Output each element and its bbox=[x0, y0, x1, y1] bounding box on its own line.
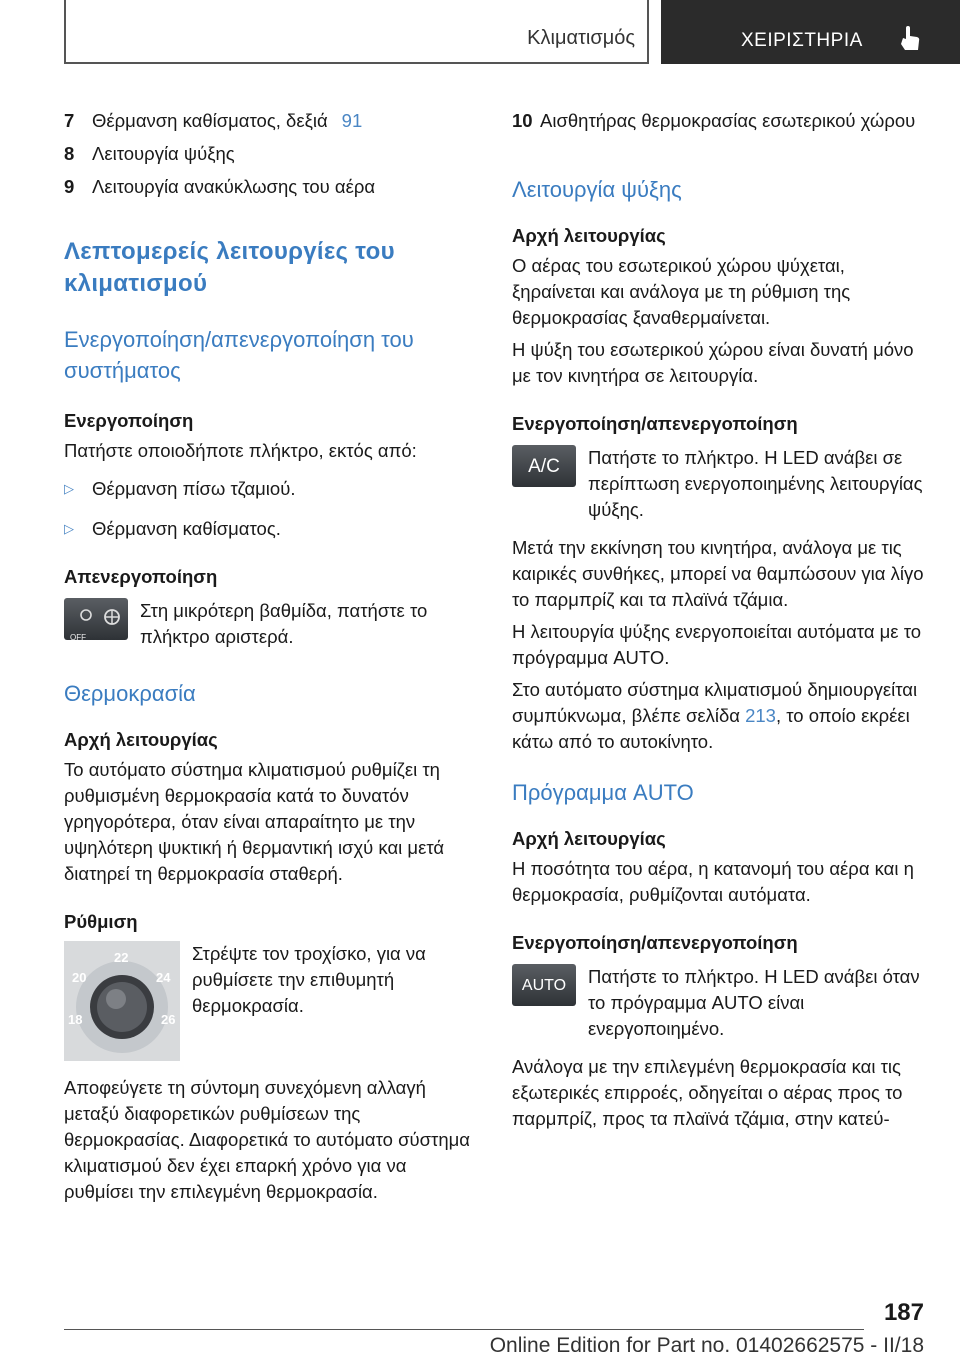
cooling-p1: Ο αέρας του εσωτερικού χώρου ψύχεται, ξηραίνεται και ανάλογα με τη ρύθμιση της θερμοκρασίας ξαναθερμαίνεται. bbox=[512, 255, 851, 328]
setting-row bbox=[64, 941, 480, 1061]
temp-principle-heading: Αρχή λειτουργίας bbox=[64, 729, 218, 750]
page-reference-link[interactable]: 91 bbox=[341, 110, 363, 131]
left-column bbox=[64, 108, 480, 1205]
page-reference-link[interactable]: 213 bbox=[745, 705, 776, 726]
cooling-heading: Λειτουργία ψύξης bbox=[512, 177, 682, 202]
header-chapter-tab bbox=[661, 0, 960, 64]
auto-p1: Η ποσότητα του αέρα, η κατανομή του αέρα και η θερμοκρασία, ρυθμίζονται αυτόματα. bbox=[512, 858, 914, 905]
ac-text: Πατήστε το πλήκτρο. Η LED ανάβει σε περίπτωση ενεργοποιημένης λειτουργίας ψύξης. bbox=[588, 447, 923, 520]
section-title: Κλιματισμός bbox=[527, 27, 635, 49]
legend-item-10: 10 Αισθητήρας θερμοκρασίας εσωτερικού χώρου bbox=[512, 110, 916, 131]
temperature-heading: Θερμοκρασία bbox=[64, 681, 196, 706]
legend-item-7: 7 Θέρμανση καθίσματος, δεξιά 91 bbox=[64, 110, 363, 131]
detailed-functions-heading: Λεπτομερείς λειτουργίες του κλιματισμού bbox=[64, 238, 395, 297]
chapter-title: ΧΕΙΡΙΣΤΗΡΙΑ bbox=[741, 30, 863, 51]
auto-button-image: AUTO bbox=[512, 964, 576, 1006]
temp-principle-text: Το αυτόματο σύστημα κλιματισμού ρυθμίζει τη ρυθμισμένη θερμοκρασία κατά το δυνατόν γρηγορότερα, όταν είναι απαραίτητο με την υψηλότερη ψυκτική ή θερμαντική ισχύ και μετά διατηρεί τη θερμοκρασία σταθερή. bbox=[64, 759, 445, 884]
page-number: 187 bbox=[883, 1299, 924, 1326]
legend-item-9: 9 Λειτουργία ανακύκλωσης του αέρα bbox=[64, 176, 376, 197]
auto-onoff-heading: Ενεργοποίηση/απενεργοποίηση bbox=[512, 932, 798, 953]
hand-pointer-icon bbox=[895, 24, 925, 54]
footer-edition: Online Edition for Part no. 01402662575 - II/18 bbox=[489, 1334, 924, 1357]
setting-heading: Ρύθμιση bbox=[64, 911, 138, 932]
system-onoff-heading: Ενεργοποίηση/απενεργοποίηση του συστήματος bbox=[64, 327, 414, 383]
ac-button-row bbox=[512, 445, 930, 523]
cooling-principle-heading: Αρχή λειτουργίας bbox=[512, 225, 666, 246]
deactivation-text: Στη μικρότερη βαθμίδα, πατήστε το πλήκτρο αριστερά. bbox=[140, 600, 428, 647]
cooling-p2: Η ψύξη του εσωτερικού χώρου είναι δυνατή μόνο με τον κινητήρα σε λειτουργία. bbox=[512, 339, 914, 386]
setting-text: Στρέψτε τον τροχίσκο, για να ρυθμίσετε την επιθυμητή θερμοκρασία. bbox=[192, 943, 426, 1016]
auto-program-heading: Πρόγραμμα AUTO bbox=[512, 780, 694, 805]
cooling-onoff-heading: Ενεργοποίηση/απενεργοποίηση bbox=[512, 413, 798, 434]
off-label: OFF bbox=[70, 633, 86, 642]
activation-heading: Ενεργοποίηση bbox=[64, 410, 194, 431]
auto-principle-heading: Αρχή λειτουργίας bbox=[512, 828, 666, 849]
auto-button-row bbox=[512, 964, 930, 1042]
auto-p2: Ανάλογα με την επιλεγμένη θερμοκρασία και τις εξωτερικές επιρροές, οδηγείται ο αέρας προς το παρμπρίζ, προς τα πλαϊνά τζάμια, στην κατεύ- bbox=[512, 1056, 903, 1129]
temperature-dial-image: 18 20 22 24 26 bbox=[64, 941, 180, 1061]
cooling-p3: Μετά την εκκίνηση του κινητήρα, ανάλογα με τις καιρικές συνθήκες, μπορεί να θαμπώσουν για λίγο το παρμπρίζ και τα πλαϊνά τζάμια. bbox=[512, 537, 924, 610]
legend-item-8: 8 Λειτουργία ψύξης bbox=[64, 143, 235, 164]
activation-text: Πατήστε οποιοδήποτε πλήκτρο, εκτός από: bbox=[64, 440, 417, 461]
triangle-bullet-icon: ▷ bbox=[64, 481, 74, 496]
ac-button-image: A/C bbox=[512, 445, 576, 487]
header-section-tab bbox=[64, 0, 649, 64]
triangle-bullet-icon: ▷ bbox=[64, 521, 74, 536]
auto-text: Πατήστε το πλήκτρο. Η LED ανάβει όταν το πρόγραμμα AUTO είναι ενεργοποιημένο. bbox=[588, 966, 920, 1039]
deactivation-row bbox=[64, 598, 480, 650]
avoid-text: Αποφεύγετε τη σύντομη συνεχόμενη αλλαγή μεταξύ διαφορετικών ρυθμίσεων της θερμοκρασίας. Διαφορετικά το αυτόματο σύστημα κλιματισμού δεν έχει επαρκή χρόνο για να ρυθμίσει την επιλεγμένη θερμοκρασία. bbox=[64, 1077, 470, 1202]
bullet-item: ▷ Θέρμανση πίσω τζαμιού. bbox=[64, 476, 480, 502]
right-column bbox=[512, 108, 930, 1132]
bullet-item: ▷ Θέρμανση καθίσματος. bbox=[64, 516, 480, 542]
deactivation-heading: Απενεργοποίηση bbox=[64, 566, 218, 587]
fan-off-button-image bbox=[64, 598, 128, 640]
footer-divider bbox=[64, 1329, 864, 1330]
cooling-p4: Η λειτουργία ψύξης ενεργοποιείται αυτόματα με το πρόγραμμα AUTO. bbox=[512, 621, 922, 668]
cooling-p5: Στο αυτόματο σύστημα κλιματισμού δημιουργείται συμπύκνωμα, βλέπε σελίδα 213, το οποίο εκρέει κάτω από το αυτοκίνητο. bbox=[512, 679, 918, 752]
